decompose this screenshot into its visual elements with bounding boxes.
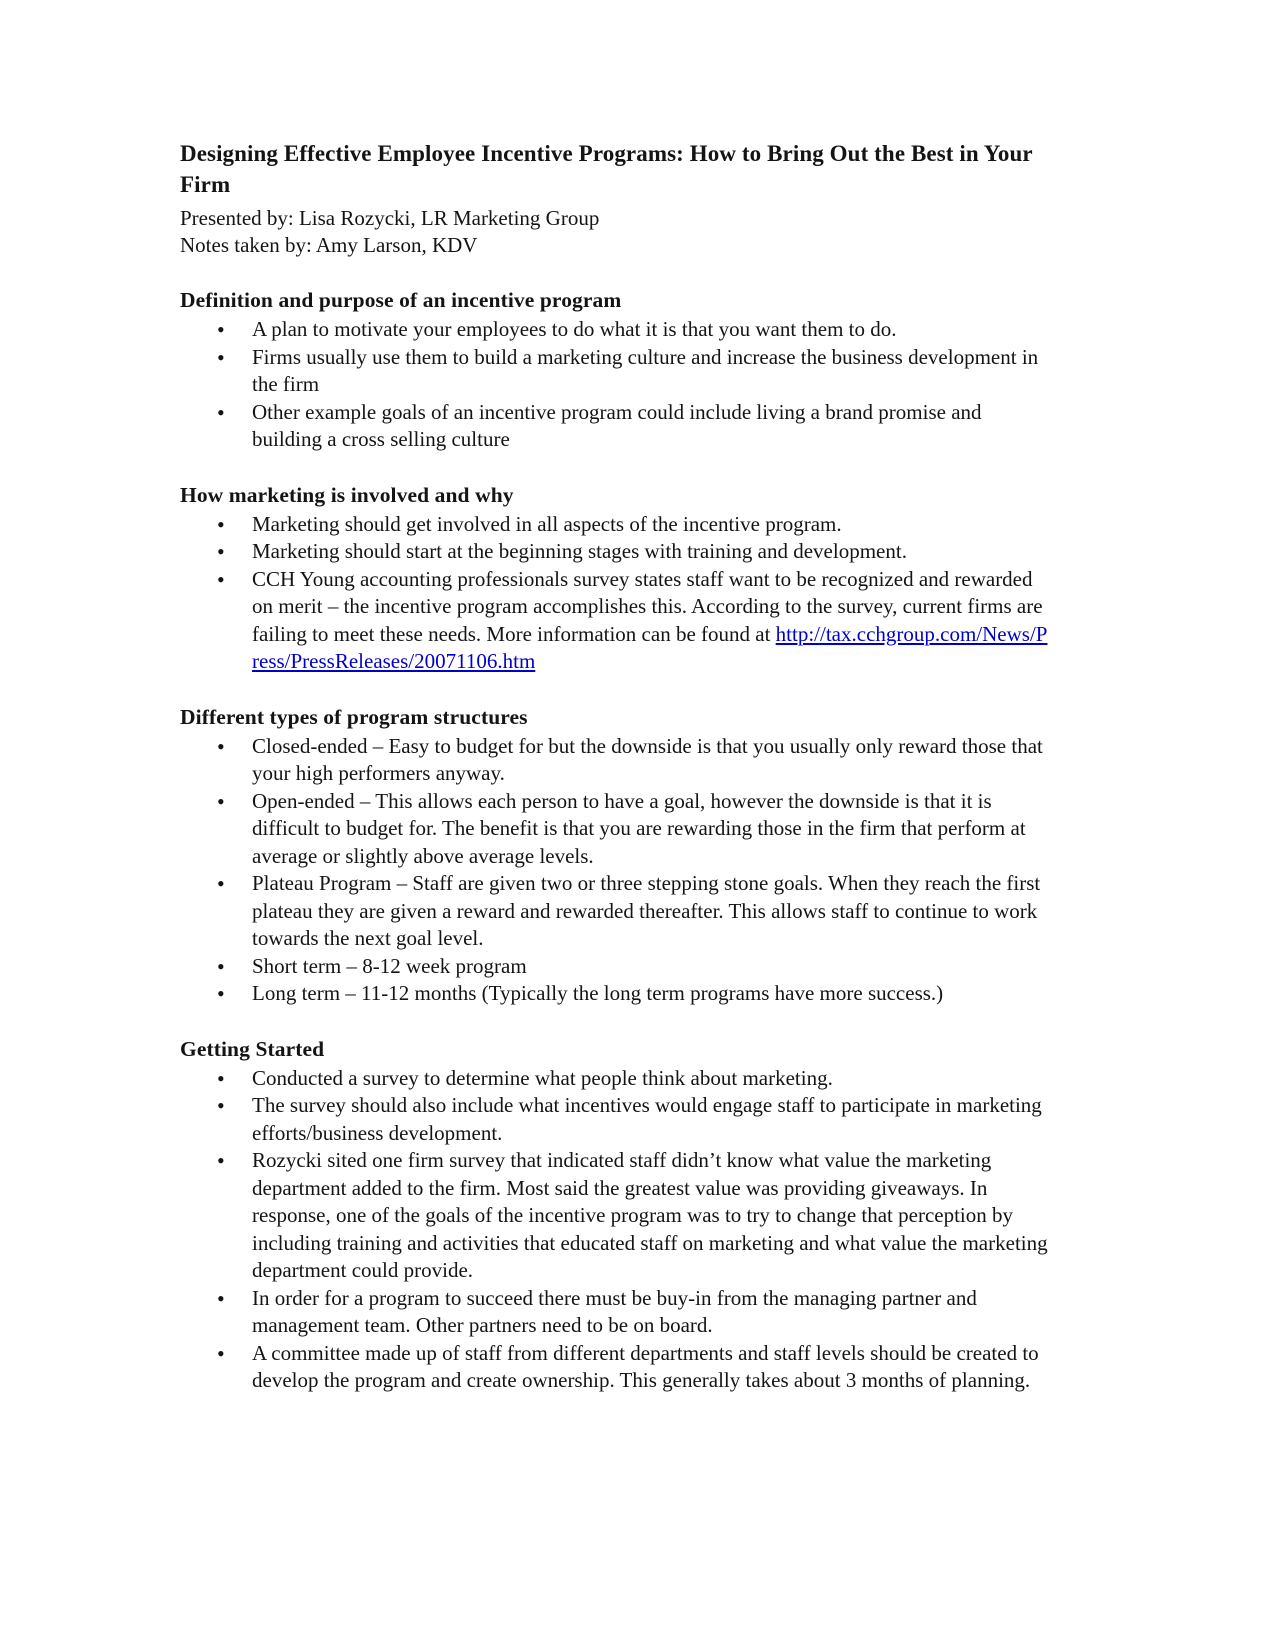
document-content — [180, 138, 1048, 1395]
bullet-text: CCH Young accounting professionals survey states staff want to be recognized and rewarded on merit – the incentive program accomplishes this. According to the survey, current firms are failing to meet these needs. More information can be found at — [252, 566, 1043, 646]
section-heading: Definition and purpose of an incentive program — [180, 288, 622, 312]
section-how-marketing-is-involved — [180, 481, 1048, 676]
document-title: Designing Effective Employee Incentive Programs: How to Bring Out the Best in Your Firm — [180, 141, 1033, 197]
bullet-item — [180, 1285, 1048, 1340]
bullet-item — [180, 566, 1048, 676]
bullet-text: The survey should also include what incentives would engage staff to participate in marketing efforts/business development. — [252, 1093, 1042, 1145]
bullet-item — [180, 870, 1048, 953]
bullet-item — [180, 788, 1048, 871]
bullet-text: Open-ended – This allows each person to have a goal, however the downside is that it is difficult to budget for. The benefit is that you are rewarding those in the firm that perform at average or slightly above average levels. — [252, 788, 1026, 868]
section-getting-started — [180, 1035, 1048, 1395]
notes-taken-by-line: Notes taken by: Amy Larson, KDV — [180, 233, 478, 257]
bullet-text: Firms usually use them to build a marketing culture and increase the business development in the firm — [252, 344, 1039, 396]
bullet-list — [180, 1065, 1048, 1395]
bullet-item — [180, 1147, 1048, 1285]
bullet-text: Short term – 8-12 week program — [252, 953, 527, 978]
bullet-text: A plan to motivate your employees to do what it is that you want them to do. — [252, 317, 897, 341]
bullet-list — [180, 733, 1048, 1008]
bullet-text: Plateau Program – Staff are given two or three stepping stone goals. When they reach the first plateau they are given a reward and rewarded thereafter. This allows staff to continue to work towards the next goal level. — [252, 871, 1041, 950]
bullet-text: Rozycki sited one firm survey that indicated staff didn’t know what value the marketing department added to the firm. Most said the greatest value was providing giveaways. In response, one of the goals of the incentive program was to try to change that perception by including training and activities that educated staff on marketing and what value the marketing department could provide. — [252, 1148, 1048, 1282]
bullet-item — [180, 733, 1048, 788]
bullet-item — [180, 1340, 1048, 1395]
bullet-item — [180, 980, 1048, 1008]
bullet-text: Long term – 11-12 months (Typically the long term programs have more success.) — [252, 981, 944, 1005]
bullet-item — [180, 511, 1048, 539]
bullet-text: Conducted a survey to determine what people think about marketing. — [252, 1065, 833, 1090]
bullet-item — [180, 538, 1048, 566]
cch-press-release-link[interactable]: http://tax.cchgroup.com/News/Press/PressReleases/20071106.htm — [252, 621, 1048, 673]
bullet-text: Closed-ended – Easy to budget for but the downside is that you usually only reward those that your high performers anyway. — [252, 733, 1043, 785]
bullet-item — [180, 399, 1048, 454]
bullet-list — [180, 316, 1048, 454]
bullet-item — [180, 316, 1048, 344]
presented-by-line: Presented by: Lisa Rozycki, LR Marketing Group — [180, 206, 600, 230]
bullet-text: Other example goals of an incentive program could include living a brand promise and building a cross selling culture — [252, 399, 982, 451]
bullet-text: A committee made up of staff from different departments and staff levels should be created to develop the program and create ownership. This generally takes about 3 months of planning. — [252, 1340, 1039, 1392]
section-heading: Different types of program structures — [180, 704, 528, 729]
bullet-item — [180, 1092, 1048, 1147]
bullet-item — [180, 1065, 1048, 1093]
section-definition-and-purpose — [180, 286, 1048, 454]
bullet-text: Marketing should get involved in all aspects of the incentive program. — [252, 511, 842, 536]
bullet-item — [180, 953, 1048, 981]
bullet-list — [180, 511, 1048, 676]
bullet-text: Marketing should start at the beginning stages with training and development. — [252, 539, 907, 563]
section-program-structures — [180, 703, 1048, 1008]
section-heading: How marketing is involved and why — [180, 482, 514, 507]
bullet-item — [180, 344, 1048, 399]
bullet-text: In order for a program to succeed there must be buy-in from the managing partner and management team. Other partners need to be on board. — [252, 1285, 977, 1337]
section-heading: Getting Started — [180, 1036, 325, 1061]
